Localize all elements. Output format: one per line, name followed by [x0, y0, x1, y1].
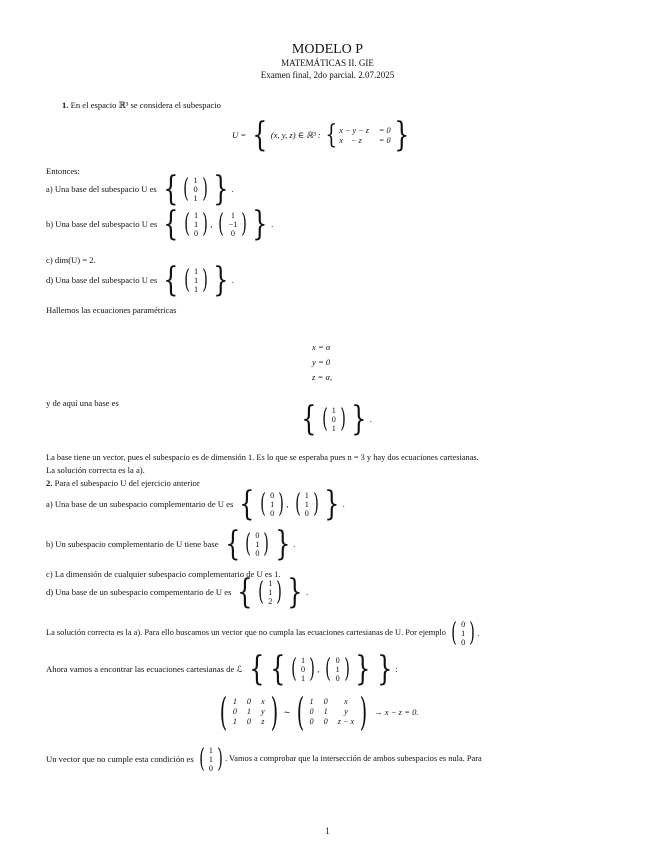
- left-brace: {: [248, 649, 265, 689]
- vec-entry: 0: [461, 620, 466, 629]
- left-brace: {: [163, 204, 179, 244]
- q2-a-vector-2: [303, 491, 311, 518]
- vec-entry: −1: [228, 220, 238, 230]
- vec-entry: 1: [304, 500, 309, 510]
- vec-entry: 0: [194, 229, 199, 239]
- q2-option-b: b) Un subespacio complementario de U tiene base { ( 0 1 0 ) } .: [46, 524, 296, 564]
- page-title: MODELO P: [291, 42, 364, 57]
- vec-entry: 0: [255, 531, 260, 541]
- q1-statement-text: En el espacio ℝ³ se considera el subespacio: [70, 100, 221, 110]
- vec-entry: 1: [331, 424, 336, 434]
- left-brace: {: [252, 115, 268, 155]
- q1-b-vector-1: [192, 211, 200, 238]
- vec-entry: 1: [193, 176, 198, 186]
- q1-entonces: Entonces:: [46, 166, 80, 176]
- right-paren: ): [343, 654, 350, 685]
- vec-entry: 1: [335, 665, 340, 675]
- vec-entry: 0: [335, 674, 340, 684]
- q1-hallemos: Hallemos las ecuaciones paramétricas: [46, 305, 177, 315]
- q2-number: 2.: [46, 478, 53, 488]
- vec-entry: 1: [255, 540, 260, 550]
- q2-statement-text: Para el subespacio U del ejercicio anterior: [54, 478, 200, 488]
- vec-entry: 0: [270, 491, 275, 501]
- vec-entry: 0: [301, 665, 306, 675]
- q2-matrix-reduction: [216, 690, 419, 734]
- vec-entry: 0: [270, 509, 275, 519]
- q1-option-a: a) Una base del subespacio U es { ( 1 0 1 ) } .: [46, 169, 234, 209]
- matrix-entry: 0: [309, 707, 314, 717]
- left-paren: (: [294, 489, 301, 520]
- q1-option-b: b) Una base del subespacio U es { ( 1 1 0 ) , ( 1 −1 0 ) } .: [46, 204, 274, 244]
- q2-cartesian-intro: Ahora vamos a encontrar las ecuaciones cartesianas de ℒ { { ( 1 0 1 ) , ( 0 1 0 ) } } :: [46, 649, 398, 689]
- q2-option-a: a) Una base de un subespacio complementario de U es { ( 0 1 0 ) , ( 1 1 0 ) } .: [46, 484, 345, 524]
- exam-info: Examen final, 2do parcial. 2.07.2025: [260, 70, 395, 80]
- q1-conclusion: La base tiene un vector, pues el subespacio es de dimensión 1. Es lo que se esperaba pues n = 3 y hay dos ecuaciones cartesianas.: [46, 453, 479, 462]
- q2-final-vector: [207, 746, 215, 773]
- q2-option-d: d) Una base de un subespacio compementario de U es { ( 1 1 2 ) } .: [46, 572, 309, 612]
- left-brace: {: [270, 649, 286, 689]
- left-brace: {: [239, 484, 255, 524]
- right-paren: ): [270, 690, 278, 734]
- right-brace: }: [376, 649, 392, 689]
- q1-system: [339, 126, 390, 146]
- q1-option-d: d) Una base del subespacio U es { ( 1 1 1 ) } .: [46, 260, 235, 300]
- right-paren: ): [202, 265, 208, 296]
- matrix-entry: 0: [232, 707, 237, 717]
- left-paren: (: [451, 618, 457, 649]
- q2-matrix-2: [308, 697, 357, 727]
- right-brace: }: [351, 399, 367, 439]
- vec-entry: 1: [304, 491, 309, 501]
- vec-entry: 0: [304, 509, 309, 519]
- q1-b-vector-2: [227, 211, 240, 238]
- left-paren: (: [184, 209, 190, 240]
- q1-b-label: b) Una base del subespacio U es: [46, 219, 158, 230]
- q2-solution-vector: [459, 620, 467, 647]
- right-paren: ): [201, 174, 208, 205]
- q2-matrix-1: [231, 697, 267, 727]
- vec-entry: 1: [268, 588, 273, 598]
- vec-entry: 0: [193, 185, 198, 195]
- q1-set-member: (x, y, z) ∈ ℝ³ :: [270, 130, 321, 141]
- right-paren: ): [276, 577, 283, 608]
- left-brace: {: [301, 399, 317, 439]
- vec-entry: 1: [193, 194, 198, 204]
- page-number: 1: [325, 826, 330, 836]
- left-paren: (: [184, 265, 190, 296]
- matrix-entry: 1: [323, 707, 328, 717]
- matrix-entry: y: [261, 707, 265, 717]
- q1-statement: [62, 101, 221, 110]
- q2-a-label: a) Una base de un subespacio complementario de U es: [46, 499, 234, 510]
- right-brace: }: [355, 649, 371, 689]
- sys-r2-r: = 0: [378, 135, 391, 145]
- q1-base-vector: [330, 406, 338, 433]
- q1-base-result: { ( 1 0 1 ) } .: [301, 399, 372, 439]
- left-paren: (: [258, 577, 264, 608]
- vec-entry: 1: [268, 579, 273, 589]
- left-paren: (: [321, 404, 328, 435]
- matrix-entry: y: [344, 707, 348, 717]
- q2-d-vector: [266, 579, 274, 606]
- matrix-entry: x: [261, 697, 265, 707]
- matrix-entry: 1: [309, 697, 314, 707]
- right-paren: ): [469, 618, 476, 649]
- param-eq-z: z = α,: [312, 372, 333, 382]
- sys-r1-l: x − y − z: [339, 125, 369, 135]
- right-paren: ): [263, 529, 270, 560]
- q1-number: 1.: [62, 100, 69, 110]
- matrix-entry: 0: [323, 717, 328, 727]
- right-brace: }: [213, 169, 229, 209]
- q2-solution: La solución correcta es la a). Para ello buscamos un vector que no cumpla las ecuaciones cartesianas de U. Por ejemplo ( 0 1 0 ) .: [46, 618, 480, 649]
- vec-entry: 1: [461, 629, 466, 638]
- left-paren: (: [291, 654, 297, 685]
- sys-r1-r: = 0: [378, 125, 391, 135]
- q1-option-c: c) dim(U) = 2.: [46, 255, 96, 265]
- q1-correct-answer: La solución correcta es la a).: [46, 465, 145, 475]
- right-paren: ): [202, 209, 208, 240]
- q2-statement: [46, 479, 200, 488]
- q2-final-paragraph: [46, 746, 482, 773]
- matrix-entry: 1: [232, 717, 237, 727]
- left-paren: (: [218, 209, 225, 240]
- vec-entry: 1: [301, 674, 306, 684]
- matrix-entry: 0: [246, 697, 252, 707]
- left-brace: {: [163, 260, 179, 300]
- vec-entry: 0: [255, 549, 260, 559]
- left-paren: (: [296, 690, 304, 734]
- vec-entry: 0: [230, 229, 235, 239]
- right-brace: }: [324, 484, 340, 524]
- right-brace: }: [252, 204, 268, 244]
- left-paren: (: [245, 529, 252, 560]
- q2-final-text-1: Un vector que no cumple esta condición es: [46, 754, 194, 765]
- q2-a-vector-1: [268, 491, 276, 518]
- q2-ahora-vector-1: [299, 656, 307, 683]
- vec-entry: 2: [268, 597, 273, 607]
- left-paren: (: [325, 654, 332, 685]
- right-paren: ): [217, 744, 223, 775]
- vec-entry: 0: [335, 656, 340, 666]
- q1-set-lhs: U =: [232, 130, 247, 141]
- q2-result-equation: → x − z = 0.: [373, 706, 419, 717]
- q2-ahora-vector-2: [334, 656, 342, 683]
- matrix-entry: z: [261, 717, 265, 727]
- matrix-entry: 1: [246, 707, 252, 717]
- vec-entry: 0: [208, 764, 213, 773]
- q2-option-c: c) La dimensión de cualquier subespacio complementario de U es 1.: [46, 569, 281, 579]
- vec-entry: 1: [194, 211, 199, 221]
- right-brace: }: [393, 115, 409, 155]
- q1-set-definition: [232, 115, 412, 155]
- matrix-entry: x: [344, 697, 348, 707]
- q2-d-label: d) Una base de un subespacio compementario de U es: [46, 587, 232, 598]
- vec-entry: 1: [301, 656, 306, 666]
- vec-entry: 1: [230, 211, 235, 221]
- right-paren: ): [309, 654, 316, 685]
- q2-b-vector: [253, 531, 261, 558]
- left-paren: (: [183, 174, 190, 205]
- vec-entry: 1: [194, 285, 199, 295]
- left-paren: (: [260, 489, 266, 520]
- vec-entry: 1: [194, 267, 199, 277]
- q2-ahora-text: Ahora vamos a encontrar las ecuaciones cartesianas de ℒ: [46, 664, 243, 675]
- left-brace: {: [224, 524, 240, 564]
- sys-r2-l: x − z: [339, 135, 362, 145]
- matrix-entry: 0: [309, 717, 314, 727]
- right-brace: }: [287, 572, 303, 612]
- q1-d-vector: [192, 267, 200, 294]
- q2-solution-text: La solución correcta es la a). Para ello buscamos un vector que no cumpla las ecuaciones cartesianas de U. Por ejemplo: [46, 628, 446, 638]
- system-brace: {: [325, 120, 337, 151]
- param-eq-y: y = 0: [312, 357, 331, 367]
- q1-a-vector: [192, 176, 200, 203]
- matrix-entry: 0: [246, 717, 252, 727]
- left-paren: (: [219, 690, 228, 734]
- right-paren: ): [359, 690, 368, 734]
- vec-entry: 0: [331, 415, 336, 425]
- q1-a-label: a) Una base del subespacio U es: [46, 184, 157, 195]
- left-brace: {: [237, 572, 253, 612]
- right-paren: ): [278, 489, 285, 520]
- vec-entry: 1: [331, 406, 336, 416]
- right-paren: ): [313, 489, 319, 520]
- vec-entry: 1: [194, 276, 199, 286]
- vec-entry: 1: [208, 746, 213, 755]
- vec-entry: 1: [270, 500, 275, 510]
- right-brace: }: [213, 260, 229, 300]
- vec-entry: 1: [208, 755, 213, 764]
- left-brace: {: [162, 169, 179, 209]
- right-paren: ): [340, 404, 346, 435]
- equivalence-symbol: ∼: [283, 706, 291, 717]
- vec-entry: 1: [194, 220, 199, 230]
- matrix-entry: 1: [232, 697, 237, 707]
- q1-yde: y de aquí una base es: [46, 398, 119, 408]
- q2-final-text-2: . Vamos a comprobar que la intersección de ambos subespacios es nula. Para: [225, 754, 482, 764]
- matrix-entry: 0: [323, 697, 328, 707]
- right-paren: ): [241, 209, 248, 240]
- q1-d-label: d) Una base del subespacio U es: [46, 275, 158, 286]
- left-paren: (: [199, 744, 205, 775]
- q2-b-label: b) Un subespacio complementario de U tiene base: [46, 539, 219, 550]
- param-eq-x: x = α: [312, 342, 331, 352]
- page-subtitle: MATEMÁTICAS II. GIE: [281, 58, 374, 68]
- right-brace: }: [274, 524, 290, 564]
- vec-entry: 0: [461, 638, 466, 647]
- matrix-entry: z − x: [337, 717, 355, 727]
